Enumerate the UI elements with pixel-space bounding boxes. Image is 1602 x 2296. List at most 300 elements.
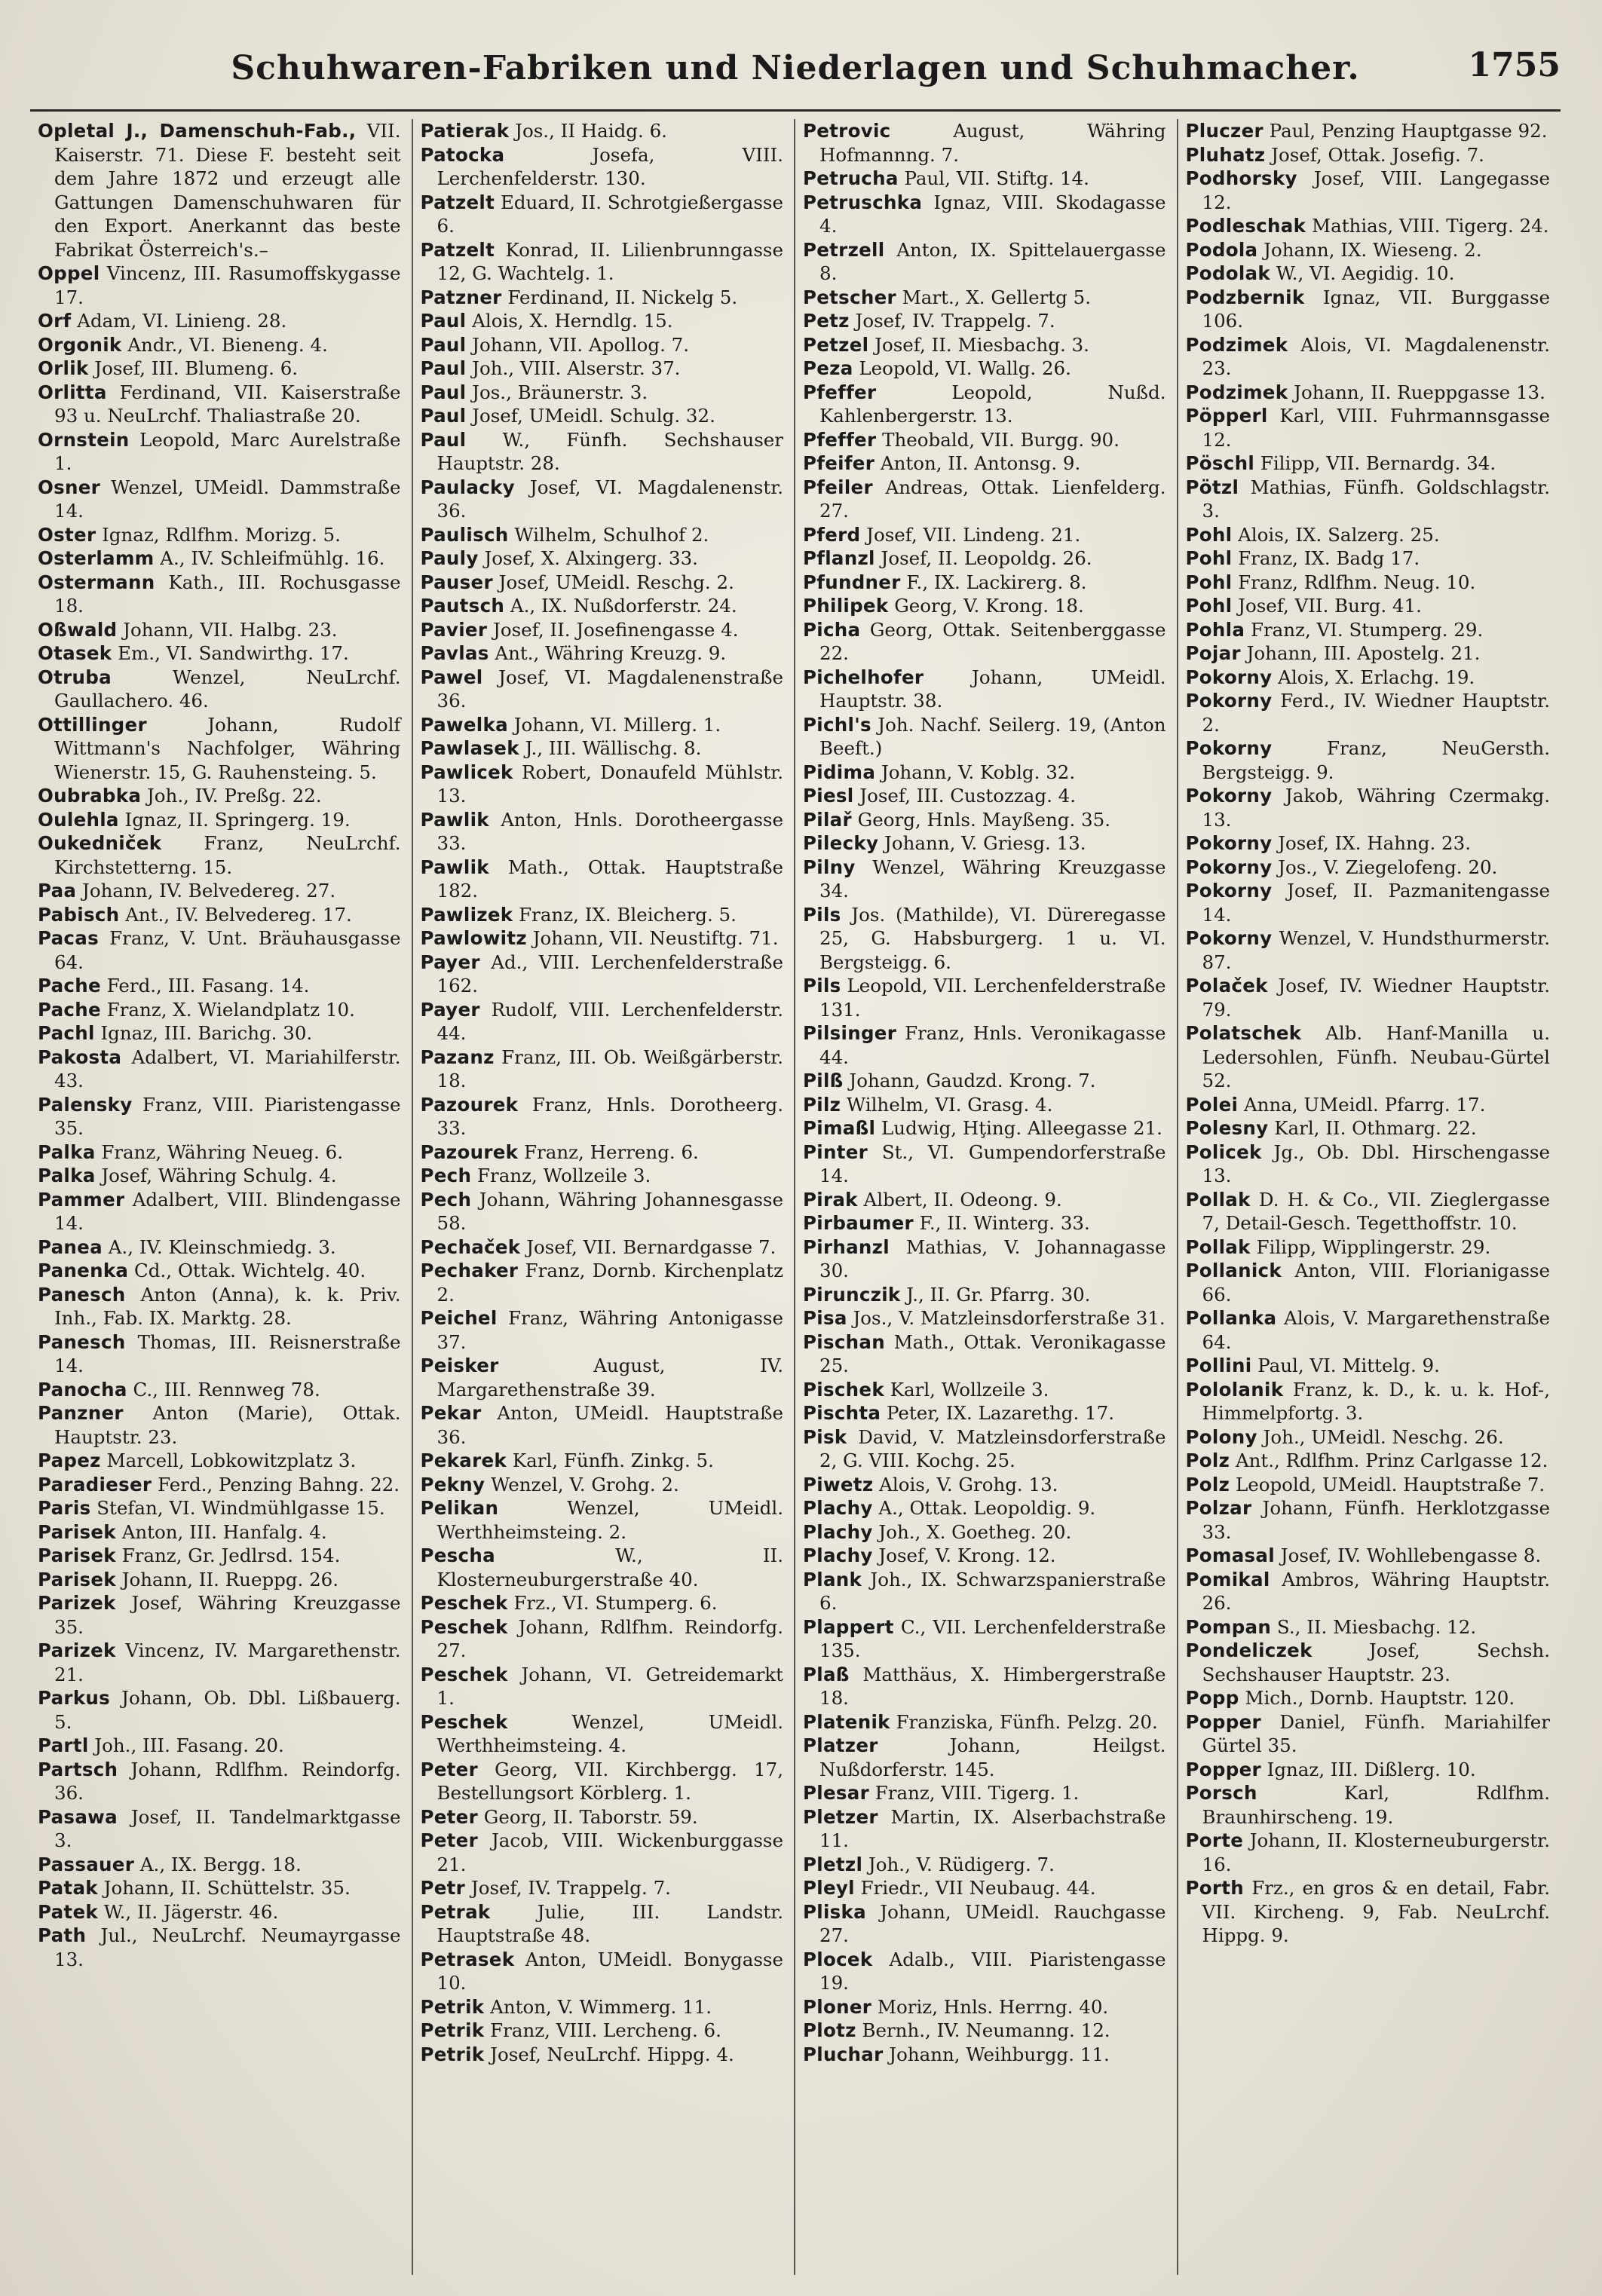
directory-entry [38,808,401,832]
entry-name: Podleschak [1185,215,1306,237]
entry-name: Peschek [420,1615,508,1638]
entry-details: Wenzel, V. Hundsthurmerstr. 87. [1202,927,1550,973]
directory-entry [1186,641,1551,666]
entry-name: Paradieser [38,1473,152,1495]
entry-details: Anton, III. Hanfalg. 4. [115,1520,327,1543]
directory-entry [1186,879,1551,926]
entry-name: Petr [420,1877,466,1899]
entry-name: Pech [420,1188,472,1211]
entry-details: Johann, VII. Neustiftg. 71. [526,927,779,949]
entry-name: Parkus [38,1687,111,1709]
directory-entry [803,784,1166,808]
entry-details: Johann, Heilgst. Nußdorferstr. 145. [819,1734,1166,1780]
directory-entry [1186,523,1551,547]
directory-entry [421,571,784,595]
directory-entry [421,1948,784,1995]
entry-name: Pischta [803,1402,881,1424]
directory-entry [421,1876,784,1900]
directory-entry [421,1140,784,1165]
entry-details: Josef, III. Custozzag. 4. [853,785,1077,807]
directory-entry [1186,1876,1551,1948]
entry-name: Pojar [1185,642,1241,664]
entry-name: Pekarek [420,1450,507,1471]
entry-details: Joh., III. Fasang. 20. [88,1734,284,1756]
entry-details: A., IX. Nußdorferstr. 24. [504,595,737,617]
entry-details: Franz, IX. Bleicherg. 5. [513,903,737,926]
entry-name: Peschek [420,1710,508,1733]
entry-name: Pacas [38,927,99,949]
entry-details: Josef, VI. Magdalenenstraße 36. [436,666,783,712]
directory-entry [421,309,784,333]
directory-entry [803,1021,1166,1069]
entry-details: W., II. Klosterneuburgerstraße 40. [436,1544,783,1590]
entry-name: Pletzer [803,1805,878,1828]
directory-entry [1186,1639,1551,1686]
entry-name: Pololanik [1185,1378,1284,1401]
entry-details: Ant., Währing Kreuzg. 9. [489,642,727,664]
entry-details: Peter, IX. Lazarethg. 17. [881,1402,1115,1424]
entry-details: Rudolf, VIII. Lerchenfelderstr. 44. [436,998,783,1044]
directory-entry [803,1544,1166,1568]
directory-entry [803,1876,1166,1900]
entry-details: Eduard, II. Schrotgießergasse 6. [436,191,783,237]
entry-details: Wenzel, Währing Kreuzgasse 34. [819,856,1166,902]
entry-details: Franz, Hnls. Veronikagasse 44. [819,1022,1166,1068]
entry-name: Pokorny [1185,785,1273,807]
entry-details: Leopold, Nußd. Kahlenbergerstr. 13. [819,381,1166,427]
directory-entry [38,1686,401,1734]
entry-name: Oster [38,523,96,546]
entry-name: Palka [38,1140,96,1163]
entry-name: Pluchar [803,2043,884,2065]
entry-details: Franz, NeuLrchf. Kirchstetterng. 15. [54,832,401,878]
directory-entry [38,974,401,998]
entry-details: Johann, UMeidl. Rauchgasse 27. [819,1900,1166,1946]
directory-entry [1186,784,1551,831]
entry-name: Oppel [38,262,100,284]
entry-details: Josef, IV. Wohllebengasse 8. [1274,1544,1542,1566]
entry-name: Pferd [803,523,861,546]
entry-details: Jacob, VIII. Wickenburggasse 21. [436,1829,783,1875]
entry-name: Petrovic [803,120,891,142]
entry-details: Jg., Ob. Dbl. Hirschengasse 13. [1202,1140,1550,1186]
directory-entry [803,2043,1166,2067]
entry-details: Franz, V. Unt. Bräuhausgasse 64. [54,927,401,973]
directory-entry [1186,1116,1551,1140]
entry-name: Pokorny [1185,856,1273,878]
entry-name: Pawlicek [420,761,513,783]
entry-name: Paa [38,880,77,902]
entry-details: Thomas, III. Reisnerstraße 14. [54,1330,401,1376]
entry-name: Paul [420,357,467,379]
directory-entry [38,784,401,808]
entry-details: Leopold, Marc Aurelstraße 1. [54,428,401,474]
entry-details: Karl, Rdlfhm. Braunhirscheng. 19. [1202,1782,1550,1828]
entry-name: Peter [420,1805,478,1828]
entry-name: Pischan [803,1330,885,1353]
entry-name: Pichelhofer [803,666,924,688]
entry-name: Porth [1185,1877,1245,1899]
entry-details: Paul, VI. Mittelg. 9. [1251,1355,1440,1376]
directory-entry [421,1995,784,2019]
directory-entry [1186,1093,1551,1117]
entry-details: Franz, Rdlfhm. Neug. 10. [1232,571,1476,593]
directory-entry [421,736,784,761]
entry-name: Peschek [420,1592,508,1614]
entry-name: Peter [420,1829,478,1851]
entry-name: Petrik [420,1995,485,2018]
directory-entry [38,1568,401,1592]
directory-entry [803,831,1166,856]
directory-entry [803,1615,1166,1663]
directory-entry [421,1805,784,1829]
entry-name: Plachy [803,1520,873,1543]
entry-name: Picha [803,618,861,641]
directory-entry [38,428,401,476]
directory-entry [38,1734,401,1758]
entry-details: Johann, VI. Millerg. 1. [507,713,721,736]
entry-details: Stefan, VI. Windmühlgasse 15. [90,1497,385,1519]
entry-details: Anton, UMeidl. Hauptstraße 36. [436,1402,783,1448]
entry-details: August, IV. Margarethenstraße 39. [436,1355,783,1401]
page-header [30,41,1561,112]
entry-details: Josef, II. Miesbachg. 3. [868,333,1089,356]
entry-name: Plocek [803,1948,873,1970]
directory-entry [421,1544,784,1591]
entry-details: Johann, VII. Halbg. 23. [117,618,338,641]
entry-details: Franz, Währing Antonigasse 37. [436,1307,783,1353]
entry-name: Patzelt [420,191,495,213]
entry-name: Petruschka [803,191,923,213]
entry-details: Leopold, VII. Lerchenfelderstraße 131. [819,975,1166,1021]
entry-details: Johann, Weihburgg. 11. [883,2043,1110,2065]
entry-name: Pauly [420,547,479,569]
entry-details: Johann, Gaudzd. Krong. 7. [843,1070,1096,1091]
entry-name: Petrak [420,1900,491,1923]
entry-details: C., VII. Lerchenfelderstraße 135. [819,1615,1166,1661]
directory-entry [421,546,784,571]
entry-name: Parisek [38,1544,116,1566]
directory-entry [38,119,401,262]
entry-details: Anton, V. Wimmerg. 11. [484,1995,712,2018]
entry-name: Pilař [803,808,852,831]
directory-entry [803,381,1166,428]
entry-name: Oßwald [38,618,118,641]
entry-details: Karl, VIII. Fuhrmannsgasse 12. [1202,405,1550,451]
directory-entry [1186,1615,1551,1639]
directory-entry [421,381,784,405]
entry-details: Josef, Währing Kreuzgasse 35. [54,1592,401,1638]
directory-entry [803,476,1166,523]
entry-details: Leopold, UMeidl. Hauptstraße 7. [1230,1473,1545,1495]
directory-entry [38,1591,401,1639]
entry-details: Joh., V. Rüdigerg. 7. [862,1853,1055,1875]
entry-details: Kath., III. Rochusgasse 18. [54,571,401,617]
entry-details: Franz, III. Ob. Weißgärberstr. 18. [436,1045,783,1091]
entry-name: Pluhatz [1185,143,1266,166]
directory-entry [38,571,401,618]
entry-name: Paulisch [420,523,509,546]
directory-entry [803,1140,1166,1188]
entry-details: Mathias, Fünfh. Goldschlagstr. 3. [1202,476,1550,522]
directory-entry [803,1069,1166,1093]
directory-entry [421,119,784,143]
directory-entry [38,1259,401,1283]
entry-details: Math., Ottak. Veronikagasse 25. [819,1330,1166,1376]
directory-entry [803,1948,1166,1995]
entry-name: Pokorny [1185,666,1273,688]
entry-details: Anna, UMeidl. Pfarrg. 17. [1238,1093,1486,1116]
directory-entry [38,1045,401,1093]
entry-details: Franz, Herreng. 6. [518,1140,699,1163]
entry-details: Johann, Rdlfhm. Reindorfg. 36. [54,1758,401,1804]
entry-details: St., VI. Gumpendorferstraße 14. [819,1140,1166,1186]
directory-entry [803,1710,1166,1734]
entry-details: Josef, UMeidl. Schulg. 32. [466,405,715,427]
entry-details: Alois, X. Herndlg. 15. [466,310,673,332]
entry-name: Patzner [420,286,502,308]
directory-entry [1186,689,1551,736]
directory-entry [803,1188,1166,1212]
entry-name: Platzer [803,1734,878,1756]
directory-entry [803,1663,1166,1710]
directory-entry [1186,452,1551,476]
entry-name: Podzimek [1185,381,1288,403]
entry-details: Joh., X. Goetheg. 20. [872,1520,1072,1543]
entry-name: Patak [38,1877,98,1899]
directory-entry [803,1900,1166,1948]
entry-name: Petscher [803,286,896,308]
directory-entry [38,666,401,713]
entry-details: Josef, II. Leopoldg. 26. [875,547,1092,569]
directory-entry [38,641,401,666]
entry-details: Johann, VI. Getreidemarkt 1. [436,1663,783,1709]
entry-name: Platenik [803,1710,890,1733]
entry-name: Paul [420,405,467,427]
directory-entry [38,1021,401,1045]
entry-name: Pohl [1185,547,1233,569]
entry-name: Podzbernik [1185,286,1305,308]
entry-name: Pilny [803,856,856,878]
entry-details: Johann, V. Koblg. 32. [875,761,1076,783]
directory-entry [803,1853,1166,1877]
entry-details: Josef, II. Pazmanitengasse 14. [1202,880,1550,926]
entry-details: Franz, X. Wielandplatz 10. [100,998,355,1021]
directory-entry [38,926,401,974]
entry-details: Josef, VII. Lindeng. 21. [860,523,1081,546]
directory-entry [1186,214,1551,238]
entry-name: Ornstein [38,428,130,451]
directory-entry [1186,1425,1551,1450]
directory-entry [421,808,784,856]
directory-entry [38,1900,401,1924]
directory-entry [1186,1188,1551,1235]
entry-details: Alois, X. Erlachg. 19. [1272,666,1475,688]
entry-name: Payer [420,998,480,1021]
directory-entry [803,713,1166,761]
entry-details: Marcell, Lobkowitzplatz 3. [100,1450,357,1471]
entry-name: Pazourek [420,1140,519,1163]
entry-details: Joh., IX. Schwarzspanierstraße 6. [819,1568,1166,1614]
directory-entry [803,1211,1166,1235]
entry-details: Johann, II. Klosterneuburgerstr. 16. [1202,1829,1550,1875]
directory-entry [421,761,784,808]
entry-details: Anton (Anna), k. k. Priv. Inh., Fab. IX. Marktg. 28. [54,1283,401,1329]
entry-details: Jos. (Mathilde), VI. Düreregasse 25, G. Habsburgerg. 1 u. VI. Bergsteigg. 6. [819,903,1166,973]
entry-name: Polz [1185,1473,1230,1495]
entry-name: Patek [38,1900,98,1923]
entry-details: Jos., V. Matzleinsdorferstraße 31. [847,1307,1166,1329]
entry-details: Franz, Währing Neueg. 6. [95,1140,344,1163]
directory-entry [803,309,1166,333]
directory-entry [38,1496,401,1520]
entry-name: Polesny [1185,1117,1269,1139]
entry-details: Johann, II. Rueppg. 26. [115,1568,339,1590]
column-4 [1178,119,1561,2275]
entry-name: Pohl [1185,595,1233,617]
entry-name: Plachy [803,1544,873,1566]
directory-entry [38,1544,401,1568]
directory-entry [803,808,1166,832]
entry-details: Mart., X. Gellertg 5. [896,286,1092,308]
directory-entry [1186,333,1551,381]
entry-details: Ferd., IV. Wiedner Hauptstr. 2. [1202,690,1550,736]
entry-name: Pfeffer [803,428,877,451]
directory-entry [38,357,401,381]
entry-details: Frz., VI. Stumperg. 6. [507,1592,718,1614]
directory-entry [421,998,784,1045]
entry-name: Paris [38,1497,91,1519]
entry-name: Opletal J., Damenschuh-Fab., [38,120,357,142]
entry-details: Franz, VIII. Piaristengasse 35. [54,1093,401,1139]
entry-details: Franz, NeuGersth. Bergsteigg. 9. [1202,737,1550,783]
entry-details: Bernh., IV. Neumanng. 12. [856,2019,1110,2041]
entry-details: Johann, Rudolf Wittmann's Nachfolger, Währing Wienerstr. 15, G. Rauhensteing. 5. [54,713,401,783]
directory-entry [421,1235,784,1260]
directory-entry [38,523,401,547]
entry-name: Orgonik [38,333,122,356]
entry-details: A., IX. Bergg. 18. [134,1853,302,1875]
entry-details: W., Fünfh. Sechshauser Hauptstr. 28. [436,428,783,474]
entry-name: Plaß [803,1663,850,1685]
entry-details: D. H. & Co., VII. Zieglergasse 7, Detail-Gesch. Tegetthoffstr. 10. [1202,1188,1550,1234]
entry-details: Anton (Marie), Ottak. Hauptstr. 23. [54,1402,401,1448]
directory-entry [1186,1259,1551,1306]
entry-name: Piesl [803,785,854,807]
directory-entry [803,1235,1166,1283]
entry-name: Otruba [38,666,112,688]
directory-entry [803,1378,1166,1402]
entry-details: Joh., IV. Preßg. 22. [141,785,322,807]
directory-entry [803,1496,1166,1520]
entry-name: Oubrabka [38,785,142,807]
directory-entry [1186,1235,1551,1260]
entry-name: Pfeifer [803,452,875,474]
directory-entry [421,1045,784,1093]
entry-name: Pachl [38,1022,95,1044]
entry-name: Polei [1185,1093,1239,1116]
directory-entry [803,1093,1166,1117]
entry-name: Pidima [803,761,876,783]
entry-details: Vincenz, III. Rasumoffskygasse 17. [54,262,401,308]
entry-name: Pokorny [1185,927,1273,949]
column-3 [795,119,1178,2275]
entry-details: Mich., Dornb. Hauptstr. 120. [1239,1687,1515,1709]
entry-name: Palensky [38,1093,133,1116]
entry-details: Joh., UMeidl. Neschg. 26. [1257,1425,1504,1448]
directory-entry [38,546,401,571]
entry-name: Pollanick [1185,1260,1282,1281]
entry-name: Pirak [803,1188,858,1211]
directory-entry [421,2043,784,2067]
entry-details: Ant., Rdlfhm. Prinz Carlgasse 12. [1230,1450,1548,1471]
directory-entry [803,238,1166,286]
entry-details: Theobald, VII. Burgg. 90. [876,428,1120,451]
entry-name: Panesch [38,1283,126,1306]
directory-entry [38,1639,401,1686]
directory-entry [38,879,401,903]
entry-details: Ludwig, Hţing. Alleegasse 21. [875,1117,1162,1139]
entry-name: Pirunczik [803,1283,901,1306]
directory-entry [803,428,1166,452]
entry-name: Petrik [420,2043,485,2065]
entry-name: Pomasal [1185,1544,1275,1566]
directory-entry [803,167,1166,191]
entry-details: Moriz, Hnls. Herrng. 40. [871,1995,1109,2018]
directory-entry [38,1853,401,1877]
entry-details: Anton, UMeidl. Bonygasse 10. [436,1948,783,1994]
entry-name: Partl [38,1734,89,1756]
entry-details: Franz, Dornb. Kirchenplatz 2. [436,1260,783,1306]
entry-name: Pinter [803,1140,868,1163]
directory-entry [803,666,1166,713]
directory-entry [38,1283,401,1330]
column-1 [30,119,413,2275]
entry-name: Paul [420,381,467,403]
entry-name: Otasek [38,642,112,664]
entry-name: Pohla [1185,618,1245,641]
directory-entry [1186,1781,1551,1829]
entry-details: Joh., VIII. Alserstr. 37. [466,357,681,379]
directory-entry [421,1093,784,1140]
entry-name: Pekny [420,1473,486,1495]
directory-entry [421,1615,784,1663]
entry-details: Mathias, VIII. Tigerg. 24. [1306,215,1549,237]
entry-name: Plappert [803,1615,894,1638]
directory-entry [803,761,1166,785]
entry-details: Johann, IX. Wieseng. 2. [1257,238,1482,261]
directory-entry [421,926,784,951]
entry-details: Johann, Währing Johannesgasse 58. [436,1188,783,1234]
directory-entry [803,1568,1166,1615]
directory-entry [803,1330,1166,1378]
entry-details: Ant., IV. Belvedereg. 17. [119,903,352,926]
directory-entry [38,1758,401,1805]
entry-name: Pliska [803,1900,866,1923]
entry-details: Ignaz, VII. Burggasse 106. [1202,286,1550,332]
directory-entry [38,1330,401,1378]
entry-details: J., III. Wällischg. 8. [519,737,702,759]
entry-details: Josef, VIII. Langegasse 12. [1202,167,1550,213]
entry-details: Paul, VII. Stiftg. 14. [898,167,1089,189]
directory-entry [1186,618,1551,642]
directory-entry [803,974,1166,1021]
directory-entry [421,286,784,310]
directory-entry [803,191,1166,238]
directory-entry [38,1876,401,1900]
entry-details: Adalbert, VIII. Blindengasse 14. [54,1188,401,1234]
directory-entry [1186,404,1551,452]
